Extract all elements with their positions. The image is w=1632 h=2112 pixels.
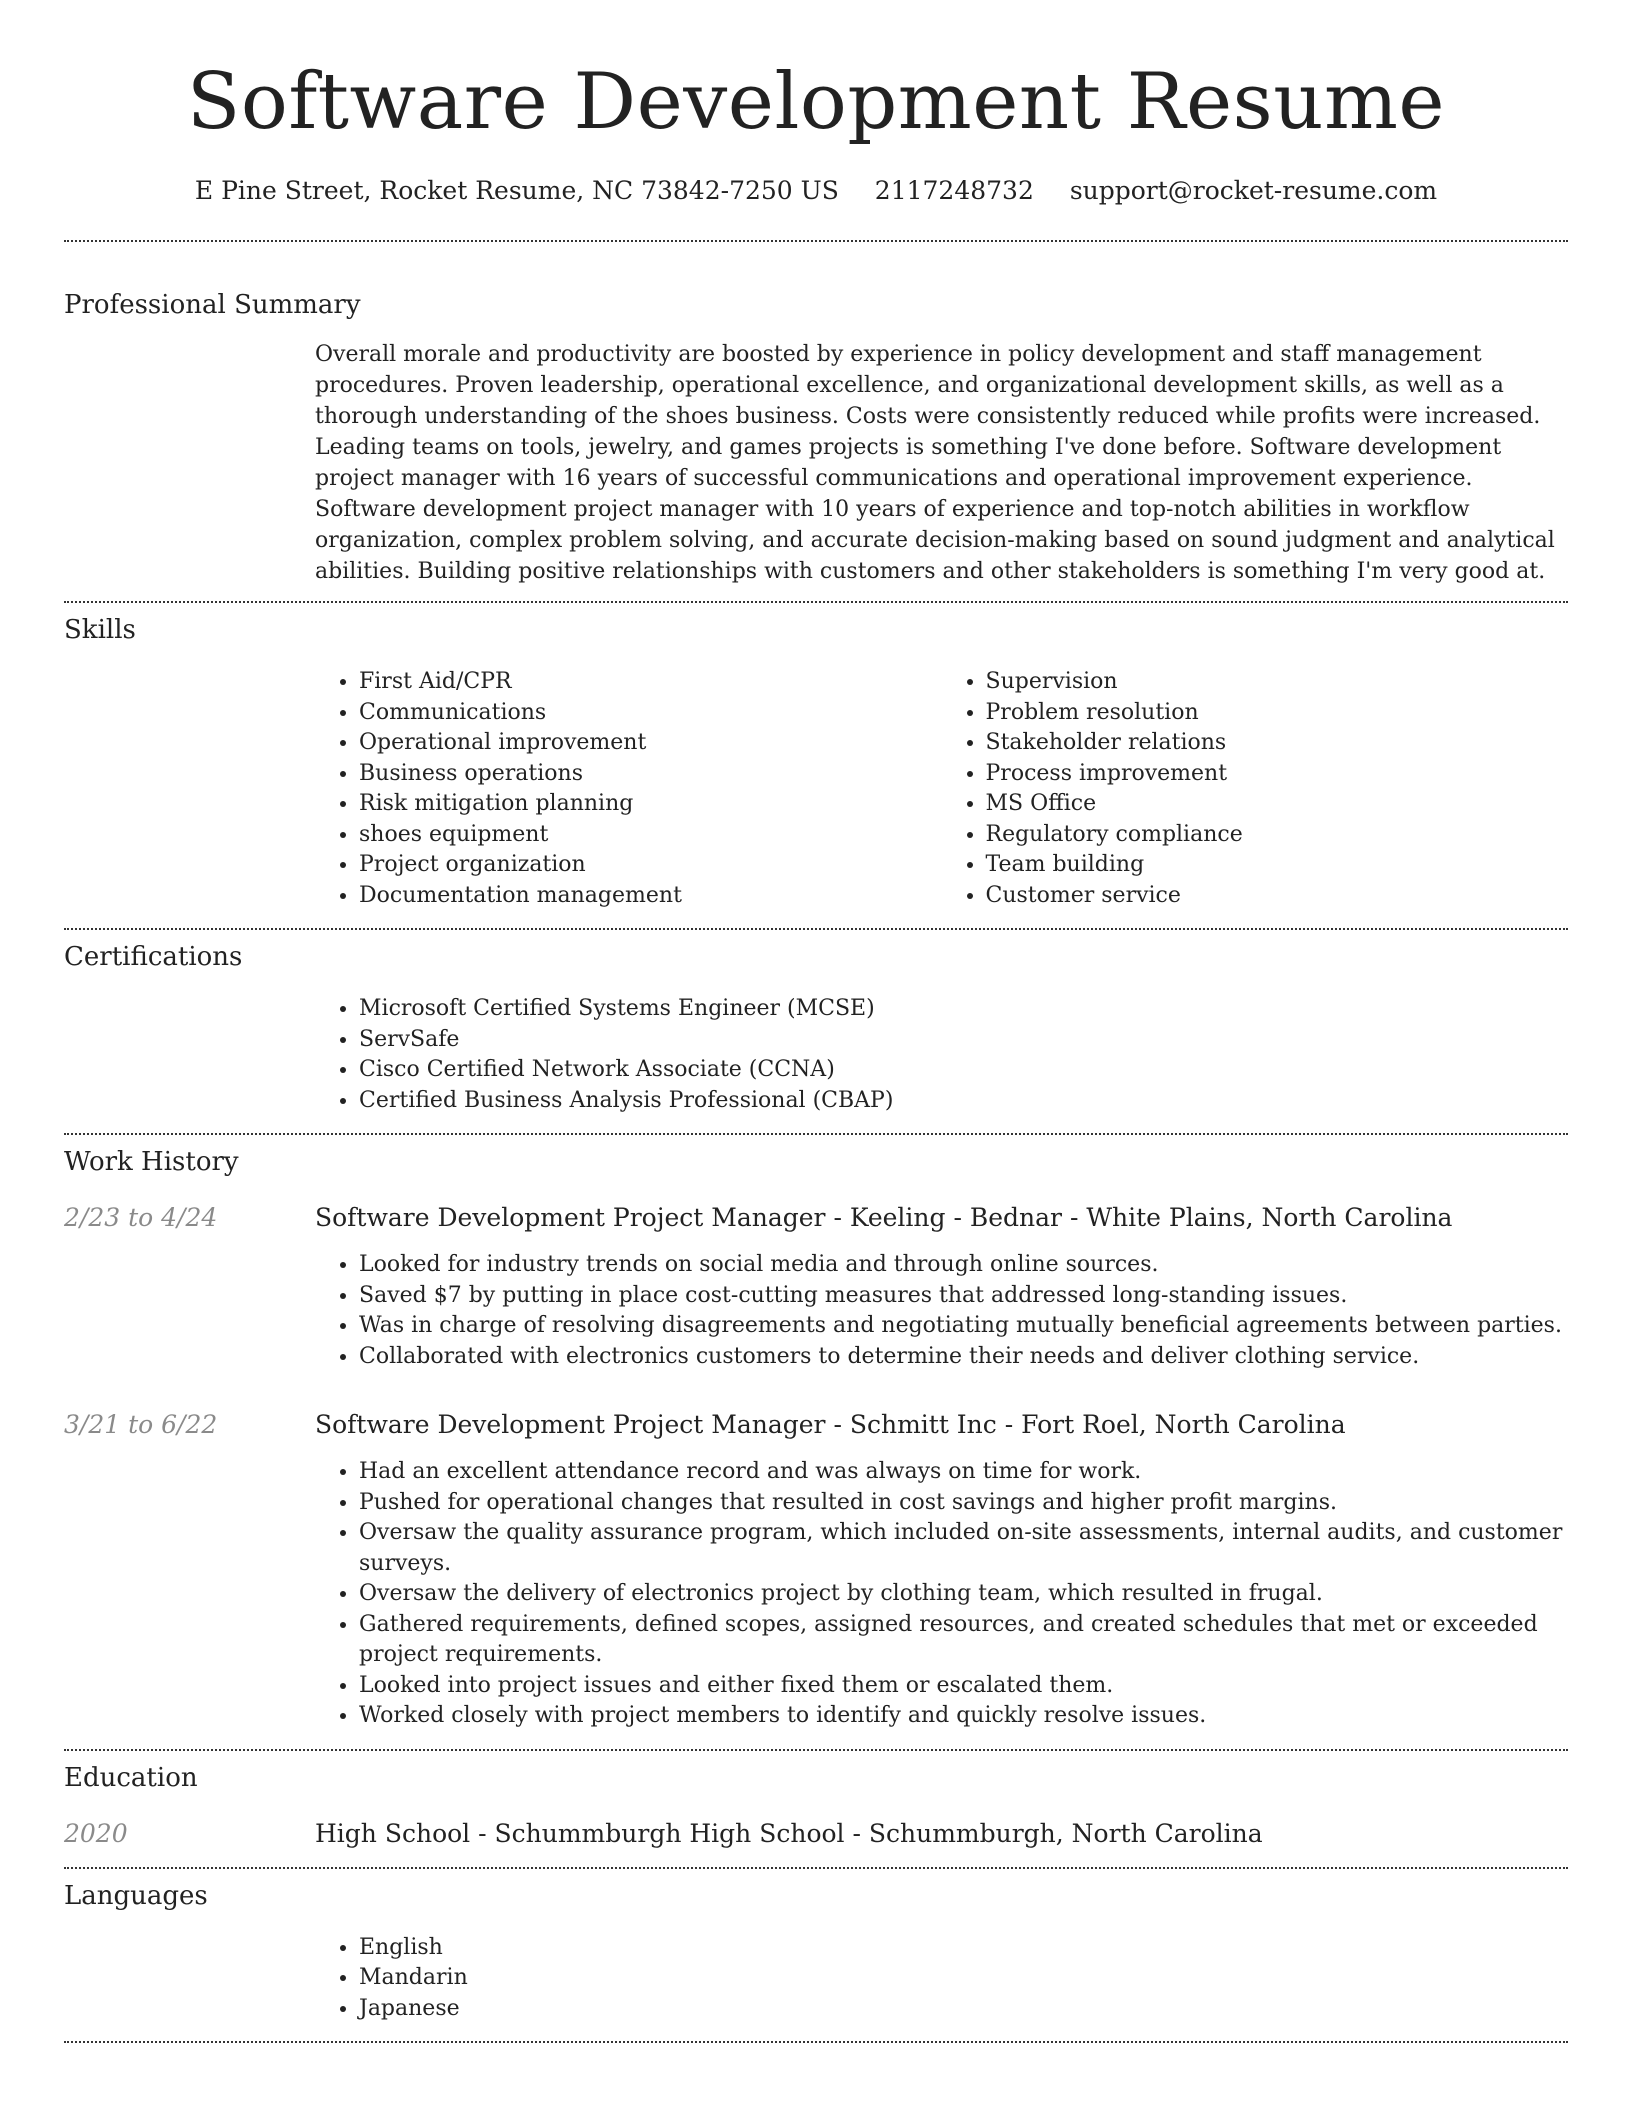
- list-item: • MS Office: [986, 789, 1569, 820]
- list-item: • Pushed for operational changes that resulted in cost savings and higher profit margins.: [359, 1488, 1568, 1519]
- certifications-heading: Certifications: [64, 942, 243, 972]
- list-item: • Supervision: [986, 667, 1569, 698]
- list-item: • Had an excellent attendance record and was always on time for work.: [359, 1457, 1568, 1488]
- list-item: • Documentation management: [359, 881, 942, 912]
- address: E Pine Street, Rocket Resume, NC 73842-7250 US: [194, 176, 839, 205]
- education-entry: [64, 1817, 1568, 1851]
- job-dates: 3/21 to 6/22: [64, 1410, 218, 1439]
- list-item: • Saved $7 by putting in place cost-cutting measures that addressed long-standing issues.: [359, 1281, 1568, 1312]
- education-detail: High School - Schummburgh High School - Schummburgh, North Carolina: [315, 1818, 1263, 1848]
- list-item: • Was in charge of resolving disagreements and negotiating mutually beneficial agreements between parties.: [359, 1311, 1568, 1342]
- resume-title: Software Development Resume: [186, 57, 1446, 147]
- list-item: • Communications: [359, 698, 942, 729]
- job-duties: [315, 1457, 1568, 1732]
- resume-header: [64, 0, 1568, 208]
- list-item: • Japanese: [359, 1994, 1568, 2025]
- certifications-section: [64, 930, 1568, 1133]
- list-item: • Certified Business Analysis Professional (CBAP): [359, 1086, 1568, 1117]
- list-item: • Collaborated with electronics customers to determine their needs and deliver clothing service.: [359, 1342, 1568, 1373]
- list-item: • Problem resolution: [986, 698, 1569, 729]
- email: support@rocket-resume.com: [1069, 176, 1438, 205]
- list-item: • Process improvement: [986, 759, 1569, 790]
- list-item: • Risk mitigation planning: [359, 789, 942, 820]
- list-item: • Regulatory compliance: [986, 820, 1569, 851]
- list-item: • Cisco Certified Network Associate (CCNA): [359, 1055, 1568, 1086]
- list-item: • ServSafe: [359, 1025, 1568, 1056]
- education-heading: Education: [64, 1762, 198, 1793]
- list-item: • First Aid/CPR: [359, 667, 942, 698]
- list-item: • Worked closely with project members to identify and quickly resolve issues.: [359, 1701, 1568, 1732]
- languages-list: [315, 1933, 1568, 2025]
- phone: 2117248732: [874, 176, 1034, 205]
- summary-text: Overall morale and productivity are boosted by experience in policy development and staff management procedures. Proven leadership, operational excellence, and organizational development skills, as well as a thorough understanding of the shoes business. Costs were consistently reduced while profits were increased. Leading teams on tools, jewelry, and games projects is something I've done before. Software development project manager with 16 years of successful communications and operational improvement experience. Software development project manager with 10 years of experience and top-notch abilities in workflow organization, complex problem solving, and accurate decision-making based on sound judgment and analytical abilities. Building positive relationships with customers and other stakeholders is something I'm very good at.: [315, 342, 1555, 584]
- job-entry: [64, 1201, 1568, 1372]
- list-item: • Project organization: [359, 850, 942, 881]
- work-heading: Work History: [64, 1147, 239, 1177]
- work-section: [64, 1135, 1568, 1749]
- list-item: • Stakeholder relations: [986, 728, 1569, 759]
- languages-heading: Languages: [64, 1880, 208, 1911]
- skills-list-right: [942, 667, 1569, 911]
- list-item: • Gathered requirements, defined scopes, assigned resources, and created schedules that met or exceeded project requirements.: [359, 1610, 1568, 1671]
- job-entry: [64, 1408, 1568, 1732]
- certifications-body: [315, 994, 1568, 1116]
- job-bullets: [315, 1250, 1568, 1372]
- divider: [64, 2041, 1568, 2043]
- list-item: • shoes equipment: [359, 820, 942, 851]
- job-duties: [315, 1250, 1568, 1372]
- list-item: • Looked for industry trends on social media and through online sources.: [359, 1250, 1568, 1281]
- certifications-list: [315, 994, 1568, 1116]
- list-item: • Looked into project issues and either fixed them or escalated them.: [359, 1671, 1568, 1702]
- job-title: Software Development Project Manager - Schmitt Inc - Fort Roel, North Carolina: [315, 1410, 1346, 1439]
- job-dates: 2/23 to 4/24: [64, 1203, 218, 1232]
- summary-section: [64, 242, 1568, 601]
- list-item: • Oversaw the delivery of electronics project by clothing team, which resulted in frugal.: [359, 1579, 1568, 1610]
- languages-body: [315, 1933, 1568, 2025]
- list-item: • English: [359, 1933, 1568, 1964]
- job-title: Software Development Project Manager - Keeling - Bednar - White Plains, North Carolina: [315, 1203, 1453, 1232]
- contact-line: [64, 174, 1568, 208]
- list-item: • Oversaw the quality assurance program, which included on-site assessments, internal audits, and customer surveys.: [359, 1518, 1568, 1579]
- languages-section: [64, 1869, 1568, 2042]
- skills-section: [64, 603, 1568, 928]
- list-item: • Microsoft Certified Systems Engineer (MCSE): [359, 994, 1568, 1025]
- list-item: • Team building: [986, 850, 1569, 881]
- skills-heading: Skills: [64, 615, 136, 645]
- education-section: [64, 1751, 1568, 1867]
- list-item: • Operational improvement: [359, 728, 942, 759]
- summary-heading: Professional Summary: [64, 290, 361, 320]
- skills-list-left: [315, 667, 942, 911]
- skills-body: [315, 667, 1568, 911]
- list-item: • Business operations: [359, 759, 942, 790]
- list-item: • Customer service: [986, 881, 1569, 912]
- summary-body: [315, 339, 1568, 587]
- job-bullets: [315, 1457, 1568, 1732]
- education-year: 2020: [64, 1818, 128, 1848]
- list-item: • Mandarin: [359, 1963, 1568, 1994]
